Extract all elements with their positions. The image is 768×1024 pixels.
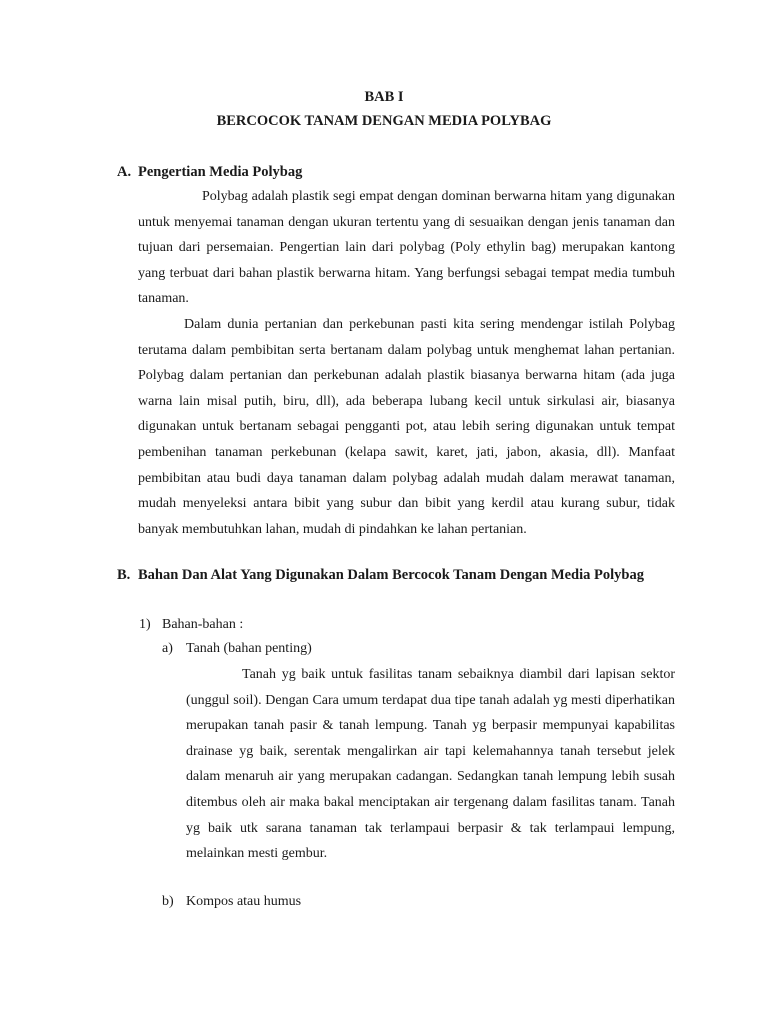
section-a-paragraph-2: Dalam dunia pertanian dan perkebunan pasti kita sering mendengar istilah Polybag terutama dalam pembibitan serta bertanam dalam polybag untuk menghemat lahan pertanian. Polybag dalam pertanian dan perkebunan adalah plastik biasanya berwarna hitam (ada juga warna lain misal putih, biru, dll), ada beberapa lubang kecil untuk sirkulasi air, biasanya digunakan untuk bertanam sebagai pengganti pot, atau lebih sering digunakan untuk tempat pembenihan tanaman perkebunan (kelapa sawit, karet, jati, jabon, akasia, dll). Manfaat pembibitan atau budi daya tanaman dalam polybag adalah mudah dalam merawat tanaman, mudah menyeleksi antara bibit yang subur dan bibit yang kerdil atau kurang subur, tidak banyak membutuhkan lahan, mudah di pindahkan ke lahan pertanian. (138, 317, 675, 537)
sub-label-tanah: Tanah (bahan penting) (186, 641, 312, 656)
section-a-heading (117, 159, 677, 185)
sub-item-tanah (162, 636, 675, 662)
section-a-title: Pengertian Media Polybag (138, 164, 303, 180)
section-b-title: Bahan Dan Alat Yang Digunakan Dalam Bercocok Tanam Dengan Media Polybag (138, 567, 644, 583)
list-label-bahan: Bahan-bahan : (162, 617, 244, 632)
sub-item-kompos (162, 889, 675, 915)
section-b-heading (117, 562, 677, 614)
section-b-marker: B. (117, 567, 131, 583)
chapter-title: BERCOCOK TANAM DENGAN MEDIA POLYBAG (216, 113, 552, 129)
sub-label-kompos: Kompos atau humus (186, 894, 302, 909)
section-a-marker: A. (117, 164, 132, 180)
section-a-paragraph-1: Polybag adalah plastik segi empat dengan dominan berwarna hitam yang digunakan untuk menyemai tanaman dengan ukuran tertentu yang di sesuaikan dengan jenis tanaman dan tujuan dari persemaian. Pengertian lain dari polybag (Poly ethylin bag) merupakan kantong yang terbuat dari bahan plastik berwarna hitam. Yang berfungsi sebagai tempat media tumbuh tanaman. (138, 189, 675, 307)
list-marker-1: 1) (139, 617, 151, 632)
tanah-paragraph: Tanah yg baik untuk fasilitas tanam sebaiknya diambil dari lapisan sektor (unggul soil). Dengan Cara umum terdapat dua tipe tanah adalah yg mesti diperhatikan merupakan tanah pasir & tanah lempung. Tanah yg berpasir mempunyai kapabilitas drainase yg baik, serentak mengalirkan air tapi kelemahannya tanah tersebut jelek dalam menaruh air yang merupakan cadangan. Sedangkan tanah lempung lebih susah ditembus oleh air maka bakal menciptakan air tergenang dalam fasilitas tanam. Tanah yg baik utk sarana tanaman tak terlampaui berpasir & tak terlampaui lempung, melainkan mesti gembur. (186, 667, 675, 862)
list-item-bahan (139, 612, 675, 638)
sub-marker-a: a) (162, 641, 173, 656)
sub-marker-b: b) (162, 894, 174, 909)
chapter-label: BAB I (364, 89, 404, 105)
